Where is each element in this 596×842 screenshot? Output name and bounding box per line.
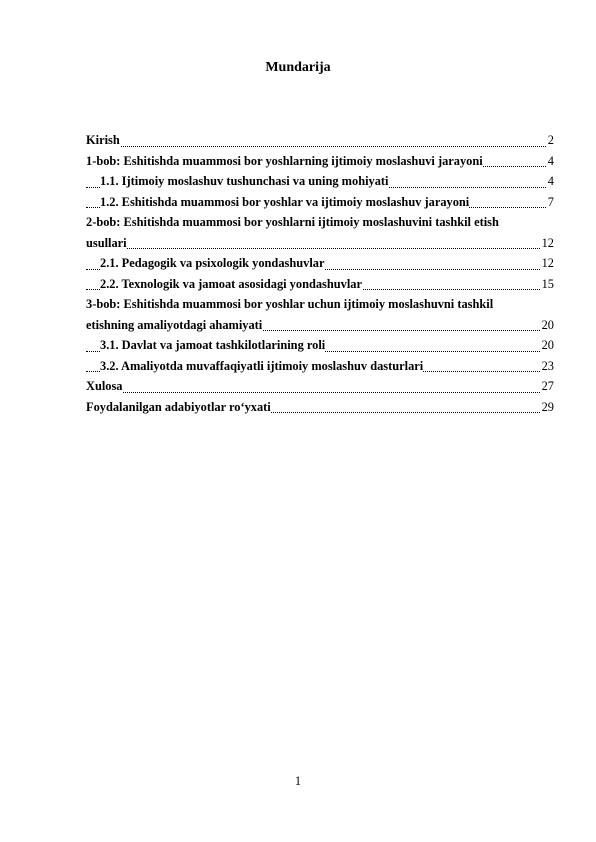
toc-entry-label-line1: 2-bob: Eshitishda muammosi bor yoshlarni ijtimoiy moslashuvini tashkil etish	[86, 215, 499, 229]
leader-dots	[86, 248, 554, 249]
toc-entry-label: 3.1. Davlat va jamoat tashkilotlarining roli	[100, 338, 326, 352]
toc-entry-section-3-1[interactable]	[86, 335, 554, 356]
toc-entry-label: 1-bob: Eshitishda muammosi bor yoshlarning ijtimoiy moslashuvi jarayoni	[86, 153, 483, 168]
toc-entry-chapter-2[interactable]	[86, 212, 554, 253]
toc-entry-label-line2: usullari	[86, 235, 127, 250]
toc-entry-page: 23	[541, 356, 554, 377]
leader-dots	[86, 392, 554, 393]
toc-entry-page: 4	[547, 151, 554, 172]
toc-entry-page: 27	[541, 376, 554, 397]
toc-entry-line2	[86, 315, 554, 336]
toc-entry-xulosa[interactable]	[86, 376, 554, 397]
toc-entry-page: 4	[547, 171, 554, 192]
toc-entry-page: 29	[541, 397, 554, 418]
toc-entry-chapter-3[interactable]	[86, 294, 554, 335]
toc-entry-label: Foydalanilgan adabiyotlar roʻyxati	[86, 399, 271, 414]
toc-entry-section-2-2[interactable]	[86, 274, 554, 295]
toc-entry-page: 12	[541, 233, 554, 254]
toc-entry-label: 1.1. Ijtimoiy moslashuv tushunchasi va uning mohiyati	[100, 174, 389, 188]
toc-entry-section-3-2[interactable]	[86, 356, 554, 377]
page-number: 1	[294, 774, 302, 788]
page-title: Mundarija	[265, 60, 331, 75]
toc-entry-label: 2.2. Texnologik va jamoat asosidagi yondashuvlar	[100, 276, 362, 291]
toc-entry-section-2-1[interactable]	[86, 253, 554, 274]
toc-entry-page: 12	[541, 253, 554, 274]
toc-entry-label: 2.1. Pedagogik va psixologik yondashuvlar	[100, 256, 325, 270]
toc-entry-label: Xulosa	[86, 379, 123, 393]
toc-entry-line2	[86, 233, 554, 254]
toc-entry-label: 3.2. Amaliyotda muvaffaqiyatli ijtimoiy moslashuv dasturlari	[100, 358, 424, 373]
toc-entry-kirish[interactable]	[86, 130, 554, 151]
toc-entry-page: 20	[541, 315, 554, 336]
toc-entry-page: 20	[541, 335, 554, 356]
toc-entry-label: Kirish	[86, 133, 120, 147]
toc-entry-section-1-2[interactable]	[86, 192, 554, 213]
leader-dots	[86, 146, 554, 147]
toc-entry-bibliography[interactable]	[86, 397, 554, 418]
toc-entry-page: 2	[547, 130, 554, 151]
toc-entry-label-line2: etishning amaliyotdagi ahamiyati	[86, 317, 263, 332]
toc-entry-page: 7	[547, 192, 554, 213]
table-of-contents	[86, 130, 554, 417]
toc-entry-label: 1.2. Eshitishda muammosi bor yoshlar va ijtimoiy moslashuv jarayoni	[100, 194, 470, 209]
toc-entry-section-1-1[interactable]	[86, 171, 554, 192]
toc-entry-page: 15	[541, 274, 554, 295]
toc-entry-chapter-1[interactable]	[86, 151, 554, 172]
toc-entry-label-line1: 3-bob: Eshitishda muammosi bor yoshlar uchun ijtimoiy moslashuvni tashkil	[86, 297, 494, 311]
